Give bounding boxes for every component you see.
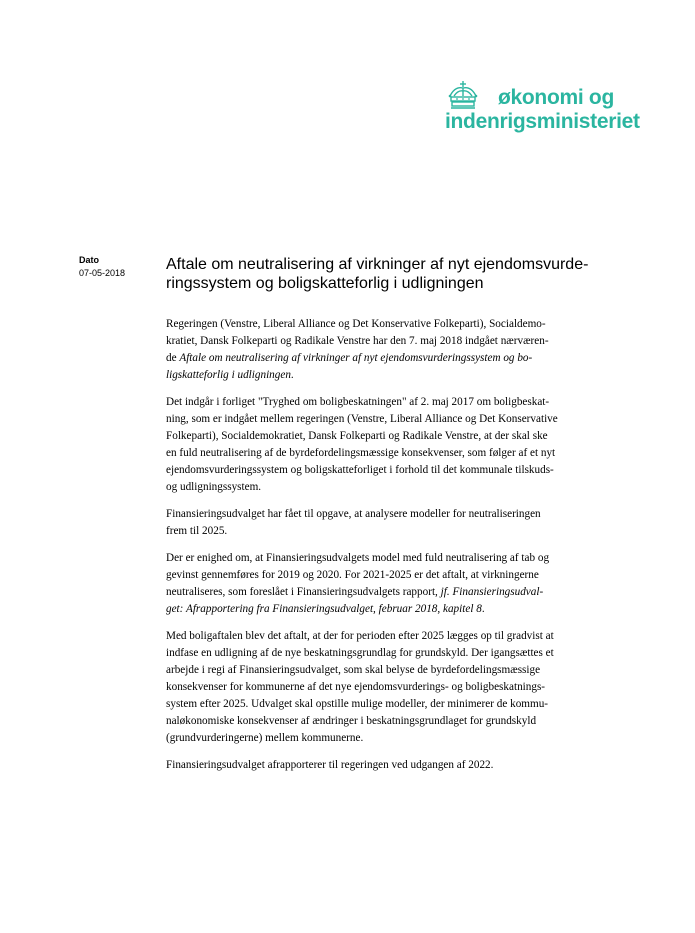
text-line — [166, 662, 626, 679]
royal-crown-icon — [445, 80, 481, 112]
text-segment: Der er enighed om, at Finansieringsudvalgets model med fuld neutralisering af tab og — [166, 552, 550, 564]
text-line — [166, 550, 626, 567]
text-segment: . — [290, 369, 294, 381]
date-value: 07-05-2018 — [79, 268, 126, 278]
date-label: Dato — [79, 255, 99, 265]
text-line — [166, 730, 626, 747]
text-line — [166, 601, 626, 618]
text-segment: konsekvenser for kommunerne af det nye ejendomsvurderings- og boligbeskatnings- — [166, 681, 546, 693]
text-segment: de — [166, 352, 180, 364]
text-segment: . — [481, 603, 485, 615]
text-segment: (grundvurderingerne) mellem kommunerne. — [166, 732, 364, 744]
text-line — [166, 567, 626, 584]
text-segment: kratiet, Dansk Folkeparti og Radikale Venstre har den 7. maj 2018 indgået nærværen- — [166, 335, 549, 347]
text-segment: ejendomsvurderingssystem og boligskatteforliget i forhold til det kommunale tilskuds- — [166, 464, 554, 476]
text-line — [166, 316, 626, 333]
italic-text: ligskatteforlig i udligningen — [166, 369, 291, 381]
text-line — [166, 506, 626, 523]
text-line — [166, 479, 626, 496]
paragraph — [166, 550, 626, 618]
text-segment: frem til 2025. — [166, 525, 228, 537]
text-segment: arbejde i regi af Finansieringsudvalget, som skal belyse de byrdefordelingsmæssige — [166, 664, 541, 676]
title-line: ringssystem og boligskatteforlig i udligningen — [166, 275, 484, 292]
paragraph — [166, 757, 626, 774]
paragraph — [166, 506, 626, 540]
text-segment: og udligningssystem. — [166, 481, 262, 493]
text-line — [166, 445, 626, 462]
document-title — [166, 255, 626, 293]
text-segment: Det indgår i forliget "Tryghed om boligbeskatningen" af 2. maj 2017 om boligbeskat- — [166, 396, 550, 408]
italic-text: jf. Finansieringsudval- — [440, 586, 544, 598]
text-line — [166, 696, 626, 713]
text-segment: naløkonomiske konsekvenser af ændringer i beskatningsgrundlaget for grundskyld — [166, 715, 537, 727]
text-segment: Med boligaftalen blev det aftalt, at der for perioden efter 2025 lægges op til gradvist at — [166, 630, 554, 642]
text-line — [166, 350, 626, 367]
text-line — [166, 367, 626, 384]
paragraph — [166, 394, 626, 496]
text-segment: ning, som er indgået mellem regeringen (Venstre, Liberal Alliance og Det Konservative — [166, 413, 558, 425]
text-line — [166, 462, 626, 479]
text-line — [166, 523, 626, 540]
text-line — [166, 584, 626, 601]
text-line — [166, 645, 626, 662]
text-line — [166, 713, 626, 730]
logo-text-line-1: økonomi og — [498, 86, 614, 109]
text-segment: gevinst gennemføres for 2019 og 2020. For 2021-2025 er det aftalt, at virkningerne — [166, 569, 539, 581]
logo-text-line-2: indenrigsministeriet — [445, 110, 640, 133]
text-segment: Finansieringsudvalget afrapporterer til regeringen ved udgangen af 2022. — [166, 759, 494, 771]
paragraph — [166, 628, 626, 747]
text-line — [166, 394, 626, 411]
text-line — [166, 333, 626, 350]
document-body — [166, 316, 626, 784]
text-segment: system efter 2025. Udvalget skal opstille mulige modeller, der minimerer de kommu- — [166, 698, 549, 710]
italic-text: get: Afrapportering fra Finansieringsudvalget, februar 2018, kapitel 8 — [166, 603, 482, 615]
text-segment: Regeringen (Venstre, Liberal Alliance og Det Konservative Folkeparti), Socialdemo- — [166, 318, 546, 330]
title-line: Aftale om neutralisering af virkninger af nyt ejendomsvurde- — [166, 256, 589, 273]
text-segment: Folkeparti), Socialdemokratiet, Dansk Folkeparti og Radikale Venstre, at der skal ske — [166, 430, 548, 442]
text-line — [166, 628, 626, 645]
text-segment: indfase en udligning af de nye beskatningsgrundlag for grundskyld. Der igangsættes et — [166, 647, 554, 659]
text-line — [166, 679, 626, 696]
paragraph — [166, 316, 626, 384]
text-line — [166, 757, 626, 774]
text-line — [166, 411, 626, 428]
text-segment: neutraliseres, som foreslået i Finansieringsudvalgets rapport, — [166, 586, 441, 598]
italic-text: Aftale om neutralisering af virkninger af nyt ejendomsvurderingssystem og bo- — [179, 352, 533, 364]
text-segment: en fuld neutralisering af de byrdefordelingsmæssige konsekvenser, som følger af et nyt — [166, 447, 556, 459]
text-line — [166, 428, 626, 445]
text-segment: Finansieringsudvalget har fået til opgave, at analysere modeller for neutraliseringen — [166, 508, 541, 520]
